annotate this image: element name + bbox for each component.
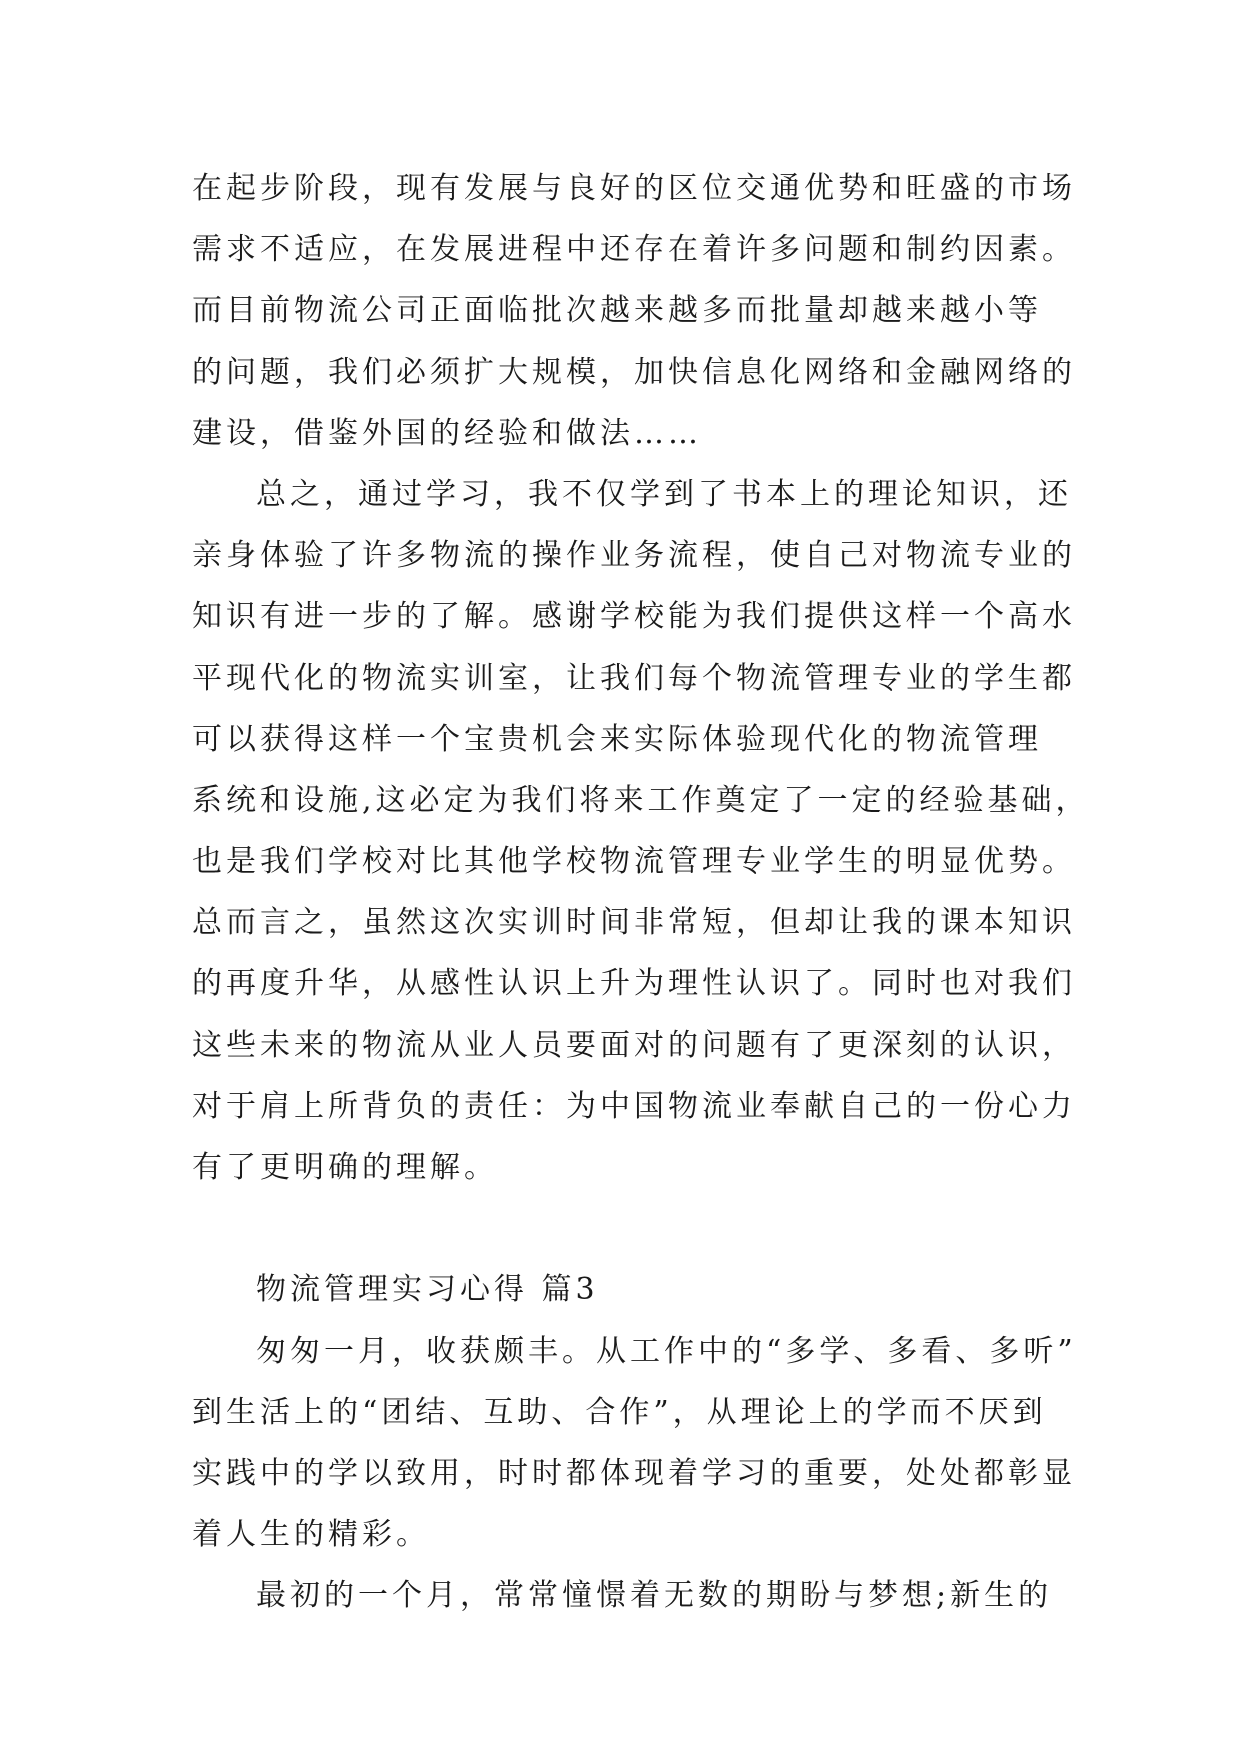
paragraph-line: 在起步阶段，现有发展与良好的区位交通优势和旺盛的市场 xyxy=(192,171,1076,206)
paragraph-line: 有了更明确的理解。 xyxy=(192,1150,498,1185)
paragraph-line: 也是我们学校对比其他学校物流管理专业学生的明显优势。 xyxy=(192,844,1076,880)
paragraph-line: 的再度升华，从感性认识上升为理性认识了。同时也对我们 xyxy=(192,966,1076,1002)
paragraph-line: 着人生的精彩。 xyxy=(192,1517,430,1553)
paragraph-line: 知识有进一步的了解。感谢学校能为我们提供这样一个高水 xyxy=(192,599,1076,635)
paragraph-line: 总而言之，虽然这次实训时间非常短，但却让我的课本知识 xyxy=(192,905,1076,941)
document-body xyxy=(192,158,1090,1627)
paragraph-line: 平现代化的物流实训室，让我们每个物流管理专业的学生都 xyxy=(192,660,1076,696)
paragraph-1 xyxy=(192,158,1076,464)
paragraph-3 xyxy=(192,1321,1077,1566)
paragraph-line: 到生活上的“团结、互助、合作”，从理论上的学而不厌到 xyxy=(192,1394,1047,1430)
paragraph-4 xyxy=(192,1565,1052,1626)
paragraph-line: 匆匆一月，收获颇丰。从工作中的“多学、多看、多听” xyxy=(256,1333,1077,1369)
paragraph-line: 建设，借鉴外国的经验和做法…… xyxy=(192,415,702,451)
paragraph-line: 这些未来的物流从业人员要面对的问题有了更深刻的认识， xyxy=(192,1027,1076,1063)
paragraph-line: 需求不适应，在发展进程中还存在着许多问题和制约因素。 xyxy=(192,232,1076,268)
paragraph-2 xyxy=(192,464,1090,1198)
paragraph-line: 实践中的学以致用，时时都体现着学习的重要，处处都彰显 xyxy=(192,1455,1076,1491)
blank-line xyxy=(192,1198,1052,1259)
paragraph-line: 最初的一个月，常常憧憬着无数的期盼与梦想;新生的 xyxy=(256,1578,1053,1614)
paragraph-line: 对于肩上所背负的责任：为中国物流业奉献自己的一份心力 xyxy=(192,1088,1076,1124)
section-heading: 物流管理实习心得 篇3 xyxy=(256,1272,599,1308)
paragraph-line: 可以获得这样一个宝贵机会来实际体验现代化的物流管理 xyxy=(192,721,1042,757)
paragraph-line: 的问题，我们必须扩大规模，加快信息化网络和金融网络的 xyxy=(192,354,1076,390)
paragraph-line: 系统和设施,这必定为我们将来工作奠定了一定的经验基础， xyxy=(192,782,1090,818)
paragraph-line: 总之，通过学习，我不仅学到了书本上的理论知识，还 xyxy=(256,476,1072,512)
paragraph-line: 而目前物流公司正面临批次越来越多而批量却越来越小等 xyxy=(192,293,1042,329)
paragraph-line: 亲身体验了许多物流的操作业务流程，使自己对物流专业的 xyxy=(192,538,1076,574)
